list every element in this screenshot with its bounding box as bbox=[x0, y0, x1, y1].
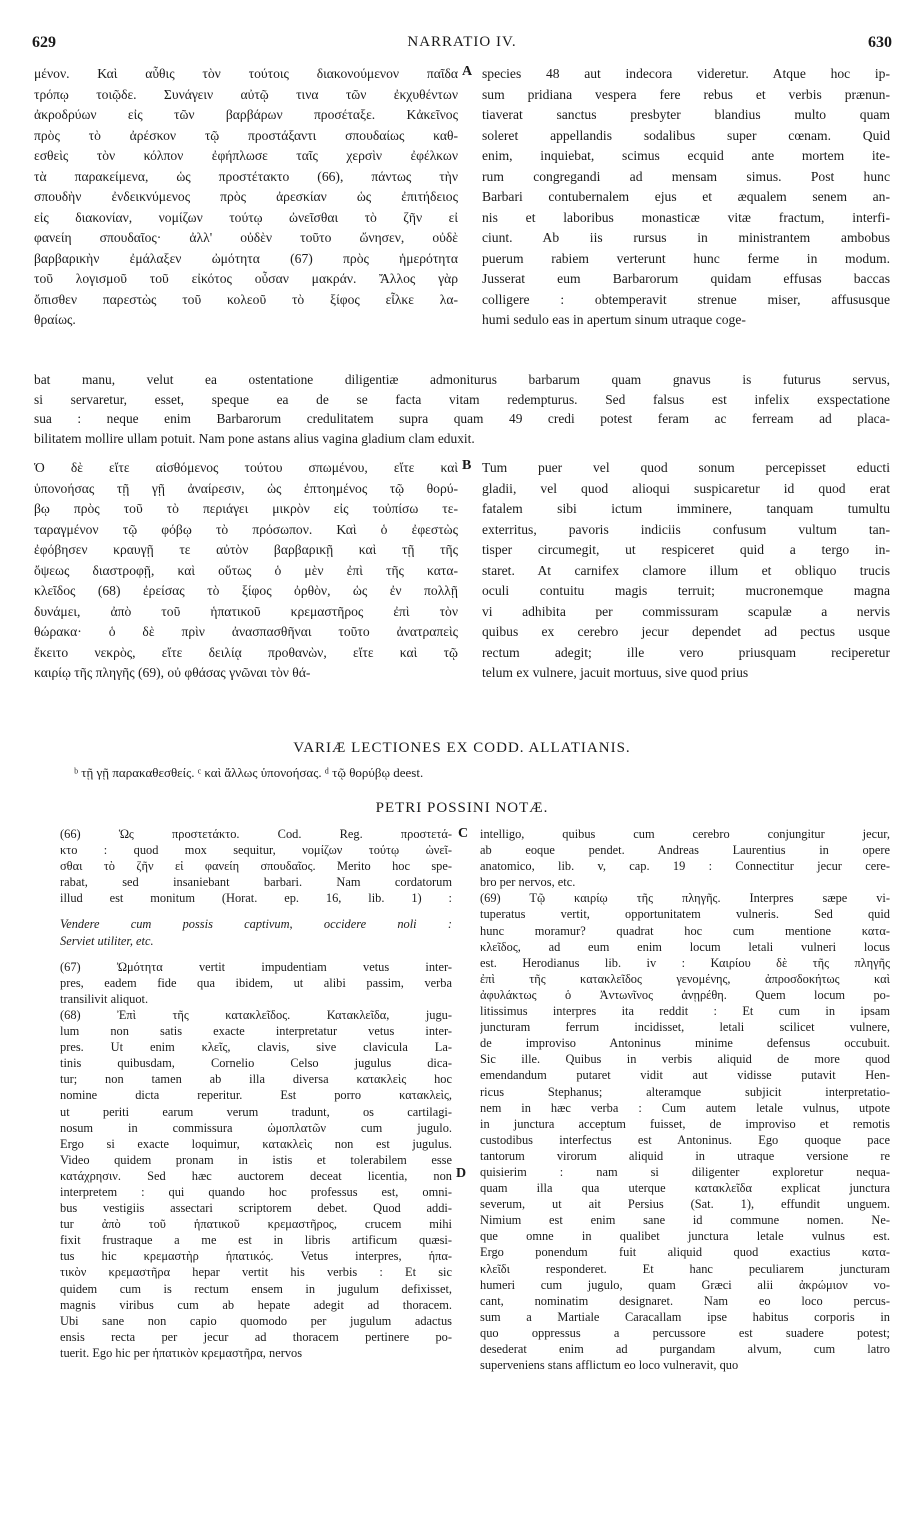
greek-line: κλεῖδος (68) ἐρείσας τὸ ξίφος ὀρθὸν, ὡς ἐν πολλῇ bbox=[34, 583, 458, 598]
greek-line: ὑπονοήσας τῇ γῇ ἀναίρεσιν, ὡς ἐπτοημένος τῷ θορύ- bbox=[34, 480, 458, 496]
latin-line: puerum rabiem verterunt hunc ferme in modum. bbox=[482, 250, 890, 266]
latin-line: tisper circumegit, ut respiceret quid a tergo in- bbox=[482, 542, 890, 557]
note-line: tuerit. Ego hic per ἡπατικὸν κρεμαστῆρα, nervos bbox=[60, 1345, 303, 1360]
note-line: litissimus interpres ita reddit : Et cum in ipsam bbox=[480, 1004, 890, 1019]
latin-text-column-a bbox=[482, 64, 890, 331]
note-line: σθαι τὸ ζῆν εἰ φανείη σπουδαῖος. Merito hoc spe- bbox=[60, 859, 452, 874]
note-line: nem in hæc verba : Cum autem letale vulnus, utpote bbox=[480, 1100, 890, 1115]
note-line: Ubi sane non capio quomodo per jugulum adactus bbox=[60, 1313, 452, 1328]
note-line: quidem cum is rectum ensem in jugulum defixisset, bbox=[60, 1281, 452, 1296]
notes-left-column bbox=[60, 826, 452, 1361]
note-line: ensis recta per jecur ad thoracem pertinere po- bbox=[60, 1329, 452, 1344]
note-line: custodibus interfectus est Antoninus. Ego quoque pace bbox=[480, 1132, 890, 1147]
latin-line: sum pridiana vespera fere rebus et verbis prænun- bbox=[482, 86, 890, 102]
note-line: tur; non tamen ab illa diversa κατακλεὶς hoc bbox=[60, 1072, 452, 1087]
greek-line: ἀκροδρύων εἰς τῶν βαρβάρων προσέταξε. Κἀκεῖνος bbox=[34, 107, 458, 122]
latin-line: tiaverat sanctus presbyter blandius multo quam bbox=[482, 107, 890, 122]
note-line: κλεῖδι responderet. Et hanc peculiarem juncturam bbox=[480, 1261, 890, 1276]
latin-line: sua : neque enim Barbarorum credulitatem supra quam 49 credi potest feram ac ferream ad placa- bbox=[34, 411, 890, 426]
latin-line: vi adhibita per commissuram scapulæ a nervis bbox=[482, 603, 890, 619]
greek-line: ἔκειτο νεκρὸς, εἴτε δειλίᾳ προθανὼν, εἴτε καὶ τῷ bbox=[34, 644, 458, 660]
column-marker-a: A bbox=[462, 64, 473, 79]
latin-line: species 48 aut indecora videretur. Atque hoc ip- bbox=[482, 66, 890, 81]
note-line: Serviet utiliter, etc. bbox=[60, 933, 154, 948]
greek-line: δυνάμει, ἀπὸ τοῦ ἡπατικοῦ κρεμαστῆρος ἐπὶ τὸν bbox=[34, 603, 458, 619]
running-title: NARRATIO IV. bbox=[407, 34, 517, 50]
latin-line: humi sedulo eas in apertum sinum utraque coge- bbox=[482, 312, 746, 327]
note-line: ab eoque pendet. Andreas Laurentius in opere bbox=[480, 843, 890, 858]
note-line: in junctura acceptum fuisset, de improviso et remotis bbox=[480, 1116, 890, 1131]
note-line: Video quidem pronam in istis et tolerabilem esse bbox=[60, 1152, 452, 1167]
note-line: ἐπὶ τῆς κατακλεῖδος γενομένης, ἀπροσδοκήτως καὶ bbox=[480, 971, 890, 986]
greek-line: μένον. Καὶ αὖθις τὸν τούτοις διακονούμενον παῖδα bbox=[34, 66, 458, 81]
note-line: tur ἀπὸ τοῦ ἡπατικοῦ κρεμαστῆρος, crucem mihi bbox=[60, 1217, 452, 1232]
latin-line: enim, inquiebat, scimus ecquid ante mortem ite- bbox=[482, 148, 890, 163]
notes-heading: PETRI POSSINI NOTÆ. bbox=[375, 800, 549, 816]
note-line: rabat, sed insaniebant barbari. Nam cordatorum bbox=[60, 875, 452, 890]
variae-lectiones-heading: VARIÆ LECTIONES EX CODD. ALLATIANIS. bbox=[293, 740, 631, 756]
note-line: tus hic κρεμαστὴρ ἡπατικός. Vetus interpres, ἡπα- bbox=[60, 1249, 452, 1264]
note-line: magnis viribus cum ab hepate adegit ad thoracem. bbox=[60, 1297, 452, 1312]
note-line: humeri cum jugulo, quam Græci alii ἀκρώμιον vo- bbox=[480, 1277, 890, 1292]
greek-text-column-b bbox=[34, 458, 458, 684]
notes-right-column bbox=[480, 826, 890, 1373]
greek-line: θραίως. bbox=[34, 312, 76, 327]
running-header bbox=[32, 34, 892, 60]
latin-line: gladii, vel quod alioqui suspicaretur id quod erat bbox=[482, 480, 890, 496]
latin-line: si servaretur, esset, speque ea de se facta vitam redempturus. Sed falsus est infelix exspectatione bbox=[34, 391, 890, 407]
note-line: pres. Ut enim κλεῖς, clavis, sive clavicula La- bbox=[60, 1040, 452, 1055]
note-line bbox=[60, 906, 452, 916]
greek-line: εἰς διακονίαν, νομίζων τούτῳ ὠνεῖσθαι τὸ ζῆν εἰ bbox=[34, 209, 458, 225]
left-page-number: 629 bbox=[32, 34, 56, 51]
note-line: bus vestigiis assectari scriptorem debet. Quod addi- bbox=[60, 1201, 452, 1216]
note-line: sum a Martiale Caracallam ipse habitus corporis in bbox=[480, 1309, 890, 1324]
greek-line: φανείη σπουδαῖος· ἀλλ' οὐδὲν τοῦτο ὤνησεν, οὐδὲ bbox=[34, 230, 458, 245]
greek-line: τὰ παρακείμενα, ὡς προστέτακτο (66), πάντως τὴν bbox=[34, 168, 458, 184]
note-line: que omne in qualibet junctura letale vulnus est. bbox=[480, 1229, 890, 1244]
note-line: (67) Ὠμότητα vertit impudentiam vetus inter- bbox=[60, 959, 452, 974]
latin-line: colligere : obtemperavit strenue miser, affususque bbox=[482, 291, 890, 307]
note-line: τικὸν κρεμαστῆρα hepar vertit his verbis : Et sic bbox=[60, 1265, 452, 1280]
note-line: tantorum virorum aliquid in utraque versione re bbox=[480, 1148, 890, 1163]
note-line: transilivit aliquot. bbox=[60, 991, 149, 1006]
greek-line: τοῦ λογισμοῦ τοῦ εἰκότος οὖσαν μακράν. Ἄλλος γὰρ bbox=[34, 271, 458, 286]
note-line: juncturam ferrum incidisset, letali scilicet vulnere, bbox=[480, 1020, 890, 1035]
variae-lectiones-line: ᵇ τῇ γῇ παρακαθεσθείς. ᶜ καὶ ἄλλως ὑπονοήσας. ᵈ τῷ θορύβῳ deest. bbox=[74, 765, 424, 780]
greek-line: πρὸς τὸ ἀρέσκον τῷ προστάξαντι σπουδαίως καθ- bbox=[34, 127, 458, 143]
note-line: fixit frustraque a me est in libris artificum quæsi- bbox=[60, 1233, 452, 1248]
note-line: κτο : quod mox sequitur, νομίζων τούτῳ ὠνεῖ- bbox=[60, 843, 452, 858]
latin-text-column-b bbox=[482, 458, 890, 684]
note-line: Ergo si exacte loquimur, κατακλεὶς non est jugulus. bbox=[60, 1136, 452, 1151]
note-line: (69) Τῷ καιρίῳ τῆς πληγῆς. Interpres sæpe vi- bbox=[480, 891, 890, 906]
greek-line: ταραγμένον τῷ φόβῳ τὸ πρόσωπον. Καὶ ὁ ἐφεστὼς bbox=[34, 521, 458, 537]
note-line: desederat enim ad purgandam alvum, cum latro bbox=[480, 1342, 890, 1356]
note-line: quisierim : nam si diligenter exploretur nequa- bbox=[480, 1164, 890, 1179]
greek-line: βαρβαρικὴν ἐμάλαξεν ὠμότητα (67) πρὸς ἡμερότητα bbox=[34, 250, 458, 266]
note-line: κλεῖδος, ad eum enim locum letali vulneri locus bbox=[480, 939, 890, 954]
greek-line: τρόπῳ τοιῷδε. Συνάγειν αὐτῷ τινα τῶν ἐκχυθέντων bbox=[34, 86, 458, 102]
column-marker-d: D bbox=[456, 1166, 467, 1181]
note-line: ricus Stephanus; alteramque subjicit interpretatio- bbox=[480, 1084, 890, 1099]
note-line: severum, ut ait Persius (Sat. 1), effundit unguem. bbox=[480, 1197, 890, 1212]
latin-line: rectum adegit; ille vero priusquam reciperetur bbox=[482, 644, 890, 660]
note-line: Ergo ponendum fuit aliquid quod exactius κατα- bbox=[480, 1245, 890, 1260]
greek-line: ὄψεως διαστροφῇ, καὶ οὕτως ὁ μὲν ἐπὶ τῆς κατα- bbox=[34, 562, 458, 578]
note-line: tinis quibusdam, Cornelio Celso jugulus dica- bbox=[60, 1056, 452, 1071]
latin-line: quibus ex cerebro jecur dependet ad pectus usque bbox=[482, 624, 890, 639]
note-line: Vendere cum possis captivum, occidere noli : bbox=[60, 917, 452, 932]
note-line: pres, eadem fide qua ibidem, ut alibi passim, verba bbox=[60, 975, 452, 990]
latin-line: telum ex vulnere, jacuit mortuus, sive quod prius bbox=[482, 665, 749, 680]
note-line: cant, nominatim designaret. Nam eo loco percus- bbox=[480, 1293, 890, 1308]
note-line: Nimium est enim sane id commune nomen. Ne- bbox=[480, 1213, 890, 1228]
latin-line: Jusserat eum Barbarorum quidam effusas baccas bbox=[482, 271, 890, 286]
greek-line: ἐφόβησεν κραυγῇ τε αὐτὸν βαρβαρικῇ καὶ τῇ τῆς bbox=[34, 542, 458, 557]
note-line: interpretem : qui quando hoc professus est, omni- bbox=[60, 1184, 452, 1199]
note-line: Sic ille. Quibus in verbis aliquid de more quod bbox=[480, 1052, 890, 1067]
note-line: tuperatus vertit, opportunitatem vulneris. Sed quid bbox=[480, 907, 890, 922]
latin-line: bilitatem mollire ullam potuit. Nam pone astans alius vagina gladium clam eduxit. bbox=[34, 430, 475, 446]
latin-line: soleret appellandis sodalibus super cœnam. Quid bbox=[482, 127, 890, 143]
column-marker-b: B bbox=[462, 458, 472, 473]
greek-line: ὄπισθεν παρεστὼς τοῦ κολεοῦ τὸ ξίφος εἷλκε λα- bbox=[34, 291, 458, 307]
greek-text-column-a bbox=[34, 64, 458, 331]
note-line: κατάχρησιν. Sed hæc auctorem deceat licentia, non bbox=[60, 1168, 452, 1183]
note-line: quam illa qua uterque κατακλεῖδα explicat junctura bbox=[480, 1181, 890, 1196]
latin-line: bat manu, velut ea ostentatione diligentiæ admoniturus barbarum quam gnavus is futurus servus, bbox=[34, 372, 890, 387]
note-line: illud est monitum (Horat. ep. 16, lib. 1) : bbox=[60, 891, 452, 906]
latin-line: oculi contuitu magis terruit; mucronemque magna bbox=[482, 583, 890, 598]
note-line: superveniens stans afflictum eo loco vulneravit, quo bbox=[480, 1358, 739, 1373]
greek-line: καιρίῳ τῆς πληγῆς (69), οὐ φθάσας γνῶναι τὸν θά- bbox=[34, 665, 311, 680]
latin-line: nis et laboribus monasticæ vitæ fractum, interfi- bbox=[482, 209, 890, 225]
greek-line: εσθεὶς τὸν κόλπον ἐφήπλωσε ταῖς χερσὶν ἐφέλκων bbox=[34, 148, 458, 163]
note-line: bro per nervos, etc. bbox=[480, 875, 576, 890]
latin-line: staret. At carnifex clamore illum et obliquo trucis bbox=[482, 562, 890, 578]
note-line: est. Herodianus lib. iv : Καιρίου δὲ τῆς πληγῆς bbox=[480, 955, 890, 970]
greek-line: σπουδὴν ἐνδεικνύμενος πρὸς ἀρεσκίαν ὡς ἐπιτήδειος bbox=[34, 189, 458, 204]
note-line: nomine dicta reperitur. Est porro κατακλεὶς, bbox=[60, 1088, 452, 1103]
note-line: intelligo, quibus cum cerebro conjungitur jecur, bbox=[480, 827, 890, 841]
note-line: (66) Ὡς προστετάκτο. Cod. Reg. προστετά- bbox=[60, 827, 452, 841]
greek-line: βῳ πρὸς τοῦ τὸ περιάγει μικρὸν εἰς τοὐπίσω τε- bbox=[34, 501, 458, 516]
latin-line: fatalem sibi ictum imminere, tanquam tumultu bbox=[482, 501, 890, 516]
greek-line: Ὁ δὲ εἴτε αἰσθόμενος τούτου σπωμένου, εἴτε καὶ bbox=[34, 460, 458, 475]
note-line: (68) Ἐπὶ τῆς κατακλεῖδος. Κατακλεῖδα, jugu- bbox=[60, 1007, 452, 1022]
note-line: ἀφυλάκτως ὁ Ἀντωνῖνος ἀνῃρέθη. Quem locum po- bbox=[480, 987, 890, 1002]
note-line: hunc moramur? quadrat hoc cum mentione κατα- bbox=[480, 923, 890, 938]
latin-line: Barbari contubernalem ejus et æqualem senem an- bbox=[482, 189, 890, 204]
latin-line: Tum puer vel quod sonum percepisset educti bbox=[482, 460, 890, 475]
latin-line: ciunt. Ab iis rursus in ministrantem ambobus bbox=[482, 230, 890, 245]
greek-line: θώρακα· ὁ δὲ πρὶν ἀνασπασθῆναι τοῦτο ἀνατραπεὶς bbox=[34, 624, 458, 639]
latin-line: exterritus, pavoris indiciis confusum vultum tan- bbox=[482, 521, 890, 537]
note-line: de improviso Antoninus minime defensus occubuit. bbox=[480, 1036, 890, 1051]
note-line bbox=[60, 949, 452, 959]
note-line: ut periti earum verum tradunt, os cartilagi- bbox=[60, 1104, 452, 1119]
note-line: anatomico, lib. v, cap. 19 : Connectitur jecur cere- bbox=[480, 859, 890, 874]
note-line: nosum in commissura ὠμοπλατῶν cum jugulo. bbox=[60, 1120, 452, 1135]
note-line: quo oppressus a percussore est suadere potest; bbox=[480, 1325, 890, 1340]
latin-full-width-paragraph bbox=[34, 370, 890, 448]
note-line: emendandum putaret vidit aut vidisse putavit Hen- bbox=[480, 1068, 890, 1083]
latin-line: rum congregandi ad mensam simus. Post hunc bbox=[482, 168, 890, 184]
note-line: lum non satis exacte interpretatur vetus inter- bbox=[60, 1024, 452, 1039]
column-marker-c: C bbox=[458, 826, 469, 841]
right-page-number: 630 bbox=[868, 34, 892, 51]
